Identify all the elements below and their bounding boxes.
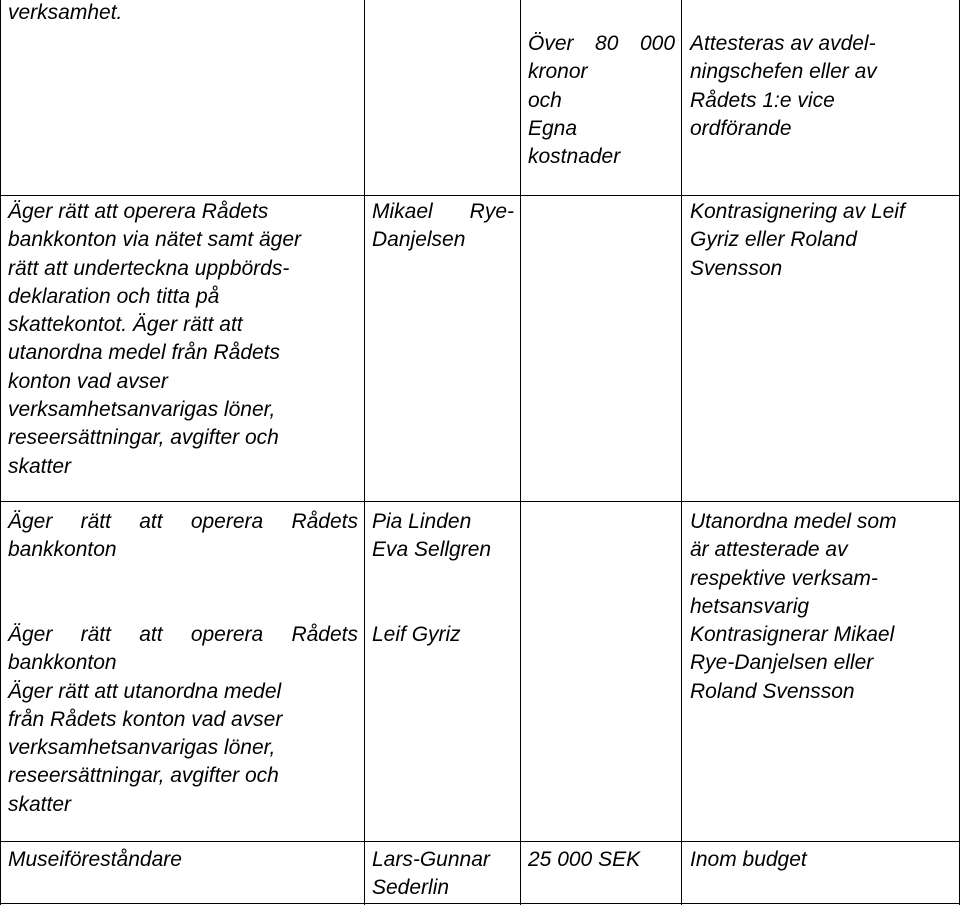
row4-note-line: Rye-Danjelsen eller (690, 651, 874, 675)
row2-name-line: Mikael Rye- (372, 200, 514, 223)
row3-note-line: hetsansvarig (690, 594, 810, 618)
row3-description (8, 508, 358, 565)
row1-amount-line: och (528, 88, 562, 112)
row5-name-line: Lars-Gunnar (372, 848, 490, 871)
row2-note (690, 198, 955, 283)
row3-name (372, 508, 514, 565)
column-divider-1 (364, 0, 365, 905)
row4-description-line: Äger rätt att operera Rådets (8, 623, 358, 646)
row1-amount-line: kostnader (528, 145, 621, 169)
row2-note-line: Svensson (690, 256, 783, 280)
row1-note-line: ordförande (690, 116, 792, 140)
row3-description-line: bankkonton (8, 538, 117, 562)
row4-name-line: Leif Gyriz (372, 623, 461, 646)
row4-description-line: verksamhetsanvarigas löner, (8, 736, 276, 760)
table-border-bottom (0, 903, 960, 904)
row-divider-1 (0, 195, 960, 196)
row3-description-line: Äger rätt att operera Rådets (8, 510, 358, 533)
row1-description: verksamhet. (8, 1, 123, 24)
row3-name-line: Eva Sellgren (372, 538, 492, 562)
row2-description-line: konton vad avser (8, 369, 168, 393)
row4-description-line: reseersättningar, avgifter och (8, 764, 279, 788)
row4-description (8, 621, 358, 819)
row1-note-line: Rådets 1:e vice (690, 88, 835, 112)
row1-note (690, 30, 955, 143)
row-divider-2 (0, 501, 960, 502)
row4-note-line: Kontrasignerar Mikael (690, 623, 895, 646)
row2-description-line: deklaration och titta på (8, 284, 220, 308)
row2-description-line: rätt att underteckna uppbörds- (8, 256, 290, 280)
row3-name-line: Pia Linden (372, 510, 472, 533)
row5-name-line: Sederlin (372, 876, 450, 900)
row4-description-line: bankkonton (8, 651, 117, 675)
row2-description-line: Äger rätt att operera Rådets (8, 200, 269, 223)
row3-note-line: respektive verksam- (690, 566, 878, 590)
row2-description-line: reseersättningar, avgifter och (8, 426, 279, 450)
row1-note-line: Attesteras av avdel- (690, 32, 876, 55)
row2-name-line: Danjelsen (372, 228, 466, 252)
row1-amount-line: kronor (528, 60, 588, 84)
row5-name (372, 846, 514, 903)
row5-amount: 25 000 SEK (528, 848, 641, 871)
row1-amount (528, 30, 675, 171)
row2-description (8, 198, 358, 481)
row4-note (690, 621, 955, 706)
table-border-left (0, 0, 1, 905)
row4-description-line: Äger rätt att utanordna medel (8, 679, 282, 703)
row2-name (372, 198, 514, 255)
row5-note: Inom budget (690, 848, 807, 871)
row1-amount-line: Egna (528, 116, 578, 140)
row2-description-line: utanordna medel från Rådets (8, 341, 281, 365)
row4-description-line: skatter (8, 792, 72, 816)
row2-description-line: skatter (8, 454, 72, 478)
column-divider-3 (681, 0, 682, 905)
row4-note-line: Roland Svensson (690, 679, 855, 703)
row1-note-line: ningschefen eller av (690, 60, 877, 84)
row4-name (372, 621, 514, 649)
row2-description-line: skattekontot. Äger rätt att (8, 313, 243, 337)
row3-note (690, 508, 955, 621)
row4-description-line: från Rådets konton vad avser (8, 707, 283, 731)
row-divider-3 (0, 841, 960, 842)
row3-note-line: Utanordna medel som (690, 510, 897, 533)
row2-description-line: verksamhetsanvarigas löner, (8, 398, 276, 422)
row1-amount-line: Över 80 000 (528, 32, 675, 55)
row2-note-line: Kontrasignering av Leif (690, 200, 905, 223)
row5-description: Museiföreståndare (8, 848, 182, 871)
column-divider-2 (520, 0, 521, 905)
row2-description-line: bankkonton via nätet samt äger (8, 228, 302, 252)
row3-note-line: är attesterade av (690, 538, 848, 562)
row2-note-line: Gyriz eller Roland (690, 228, 857, 252)
